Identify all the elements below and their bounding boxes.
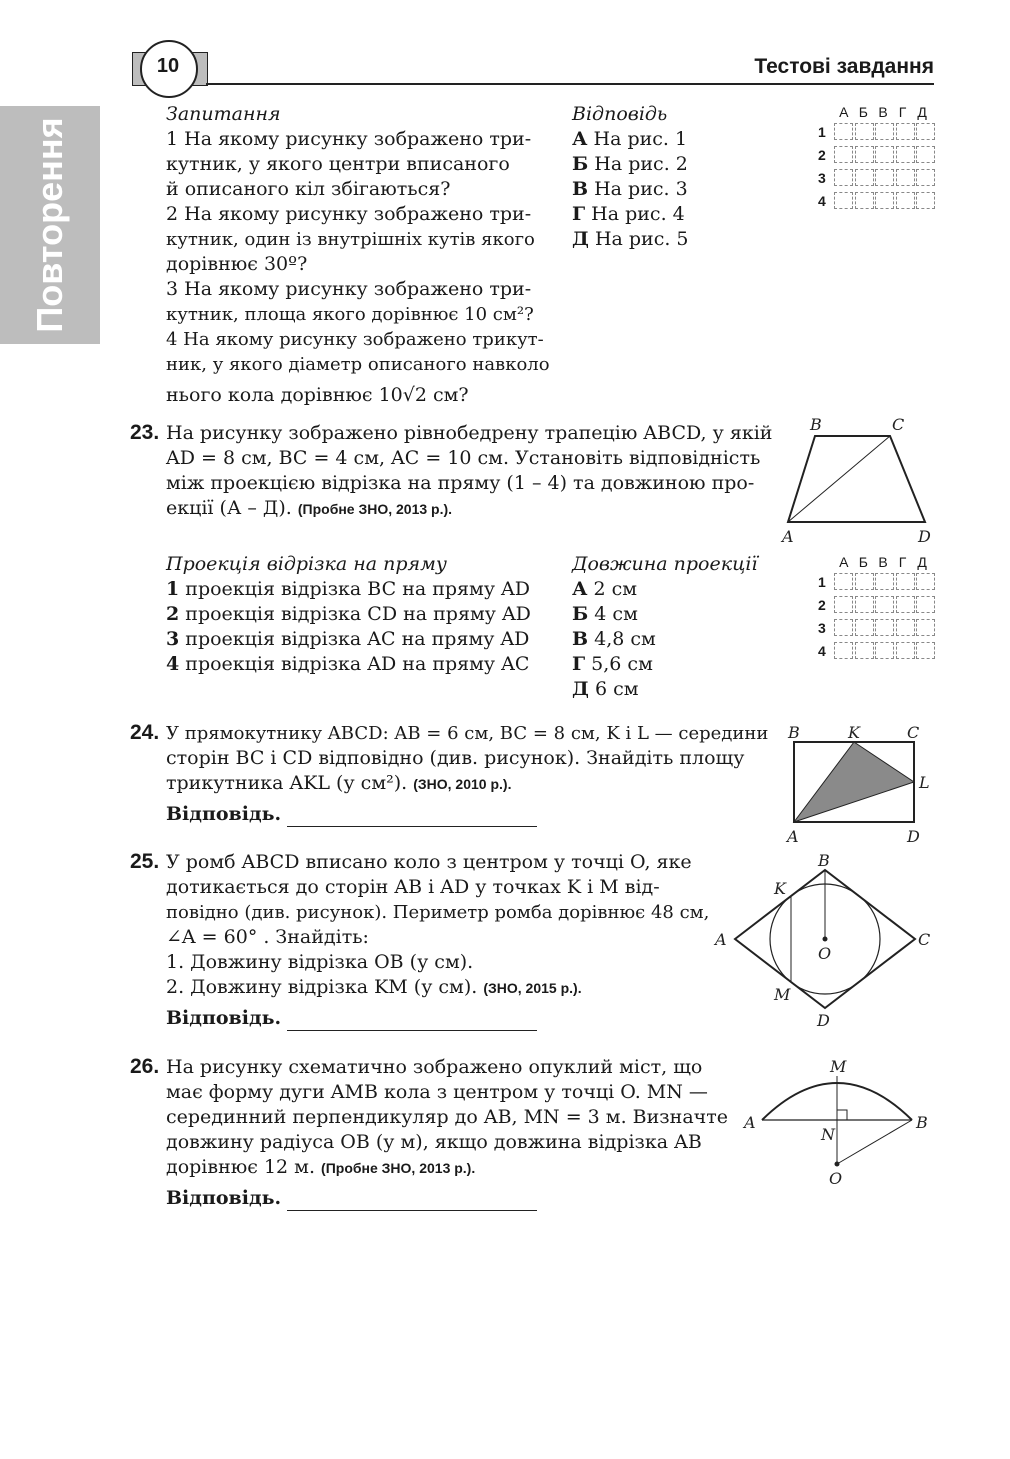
q26-line: довжину радіуса OB (у м), якщо довжина відрізка AB	[166, 1131, 702, 1153]
label-C: C	[892, 415, 905, 434]
section-title: Тестові завдання	[754, 55, 934, 78]
q25-number: 25.	[130, 850, 160, 873]
label-O: O	[829, 1169, 843, 1188]
q26-source: (Пробне ЗНО, 2013 р.).	[321, 1160, 476, 1176]
side-tab	[0, 106, 100, 344]
page-number: 10	[156, 55, 180, 77]
q22-line: 3 На якому рисунку зображено три-	[166, 278, 532, 300]
label-A: A	[787, 827, 799, 846]
answer-cell[interactable]	[896, 619, 915, 636]
label-M: M	[774, 985, 791, 1004]
q23-source: (Пробне ЗНО, 2013 р.).	[297, 501, 453, 517]
answer-cell[interactable]	[834, 642, 853, 659]
answer-cell[interactable]	[875, 169, 894, 186]
rectangle-figure	[780, 718, 940, 848]
answer-cell[interactable]	[916, 146, 935, 163]
answer-cell[interactable]	[896, 146, 915, 163]
label-M: M	[830, 1057, 847, 1076]
q23-option: Б 4 см	[572, 603, 638, 625]
q25-answer-field[interactable]	[287, 1012, 537, 1031]
q23-item: 4 проекція відрізка AD на пряму AC	[166, 653, 530, 675]
q22-answer: А На рис. 1	[572, 128, 688, 150]
q26-line: На рисунку схематично зображено опуклий міст, що	[166, 1056, 703, 1078]
rhombus-figure	[710, 848, 940, 1033]
label-K: K	[848, 723, 860, 742]
q26-line-last: дорівнює 12 м. (Пробне ЗНО, 2013 р.).	[166, 1156, 476, 1178]
q22-line: ник, у якого діаметр описаного навколо	[166, 354, 550, 375]
label-C: C	[907, 723, 920, 742]
label-B: B	[788, 723, 800, 742]
answer-cell[interactable]	[855, 146, 874, 163]
q23-number: 23.	[130, 421, 160, 444]
answer-cell[interactable]	[855, 596, 874, 613]
q26-number: 26.	[130, 1055, 160, 1078]
answer-grid-q22: А Б В Г Д 1 2 3 4	[818, 104, 937, 212]
q26-line: серединний перпендикуляр до AB, MN = 3 м. Визначте	[166, 1106, 728, 1128]
header-rule	[206, 83, 934, 85]
answer-cell[interactable]	[896, 192, 915, 209]
q24-number: 24.	[130, 721, 160, 744]
answer-cell[interactable]	[875, 573, 894, 590]
q23-option: Д 6 см	[572, 678, 639, 700]
answer-cell[interactable]	[834, 123, 853, 140]
q22-answer: Г На рис. 4	[572, 203, 685, 225]
q23-item: 2 проекція відрізка CD на пряму AD	[166, 603, 531, 625]
answer-cell[interactable]	[834, 596, 853, 613]
answer-cell[interactable]	[896, 573, 915, 590]
q26-answer-field[interactable]	[287, 1192, 537, 1211]
q23-line: На рисунку зображено рівнобедрену трапецію ABCD, у якій	[166, 422, 773, 444]
q22-answer: Б На рис. 2	[572, 153, 688, 175]
label-A: A	[715, 930, 727, 949]
label-B: B	[916, 1113, 928, 1132]
answer-cell[interactable]	[855, 642, 874, 659]
answer-cell[interactable]	[916, 642, 935, 659]
answer-cell[interactable]	[916, 573, 935, 590]
triangle-akl	[794, 742, 914, 822]
q22-line: 1 На якому рисунку зображено три-	[166, 128, 532, 150]
q22-answer: Д На рис. 5	[572, 228, 689, 250]
q22-line: 2 На якому рисунку зображено три-	[166, 203, 532, 225]
answer-cell[interactable]	[875, 619, 894, 636]
answer-cell[interactable]	[834, 146, 853, 163]
q26-line: має форму дуги AMB кола з центром у точці O. MN —	[166, 1081, 708, 1103]
q23-line-last: екції (А – Д). (Пробне ЗНО, 2013 р.).	[166, 497, 453, 519]
answer-cell[interactable]	[916, 169, 935, 186]
q25-line-last: 2. Довжину відрізка KM (у см). (ЗНО, 2015 р.).	[166, 976, 582, 998]
q22-line: й описаного кіл збігаються?	[166, 178, 451, 200]
label-K: K	[774, 879, 786, 898]
q22-answer: В На рис. 3	[572, 178, 688, 200]
label-D: D	[907, 827, 920, 846]
bridge-figure	[740, 1052, 940, 1192]
q24-answer-row: Відповідь.	[166, 802, 537, 827]
q25-line: повідно (див. рисунок). Периметр ромба дорівнює 48 см,	[166, 902, 710, 923]
q23-right-title: Довжина проекції	[572, 553, 758, 575]
q23-line: AD = 8 см, BC = 4 см, AC = 10 см. Установіть відповідність	[166, 447, 761, 469]
answer-cell[interactable]	[875, 146, 894, 163]
answer-grid-q23: А Б В Г Д 1 2 3 4	[818, 554, 937, 662]
answer-cell[interactable]	[875, 596, 894, 613]
q25-answer-row: Відповідь.	[166, 1006, 537, 1031]
label-D: D	[817, 1011, 830, 1030]
answer-cell[interactable]	[896, 169, 915, 186]
q22-line: кутник, у якого центри вписаного	[166, 153, 510, 175]
answer-cell[interactable]	[855, 619, 874, 636]
answer-cell[interactable]	[834, 619, 853, 636]
answer-cell[interactable]	[916, 619, 935, 636]
answer-cell[interactable]	[834, 169, 853, 186]
q25-source: (ЗНО, 2015 р.).	[483, 980, 582, 996]
answer-cell[interactable]	[896, 642, 915, 659]
q24-line: сторін BC і CD відповідно (див. рисунок). Знайдіть площу	[166, 747, 745, 769]
q23-option: А 2 см	[572, 578, 638, 600]
q22-line: нього кола дорівнює 10√2 см?	[166, 384, 469, 406]
label-A: A	[782, 527, 794, 546]
label-O: O	[818, 944, 832, 963]
q24-line-last: трикутника AKL (у см²). (ЗНО, 2010 р.).	[166, 772, 512, 794]
q24-answer-field[interactable]	[287, 808, 537, 827]
q22-line: 4 На якому рисунку зображено трикут-	[166, 329, 544, 350]
answer-cell[interactable]	[916, 123, 935, 140]
q25-line: 1. Довжину відрізка OB (у см).	[166, 951, 474, 973]
trapezoid-figure	[770, 410, 945, 550]
q24-line: У прямокутнику ABCD: AB = 6 см, BC = 8 см, K і L — середини	[166, 723, 769, 744]
q22-line: кутник, площа якого дорівнює 10 см²?	[166, 304, 534, 325]
q25-line: дотикається до сторін AB і AD у точках K і M від-	[166, 876, 660, 898]
q23-option: Г 5,6 см	[572, 653, 653, 675]
answer-cell[interactable]	[916, 192, 935, 209]
q22-answers-title: Відповідь	[572, 103, 668, 125]
answer-cell[interactable]	[875, 192, 894, 209]
answer-cell[interactable]	[875, 642, 894, 659]
answer-cell[interactable]	[875, 123, 894, 140]
q23-line: між проекцією відрізка на пряму (1 – 4) та довжиною про-	[166, 472, 755, 494]
answer-cell[interactable]	[834, 573, 853, 590]
answer-cell[interactable]	[855, 169, 874, 186]
q22-line: кутник, один із внутрішніх кутів якого	[166, 229, 535, 250]
q25-line: ∠A = 60° . Знайдіть:	[166, 926, 369, 948]
q23-left-title: Проекція відрізка на пряму	[166, 553, 447, 575]
q26-answer-row: Відповідь.	[166, 1186, 537, 1211]
label-A: A	[744, 1113, 756, 1132]
answer-cell[interactable]	[855, 192, 874, 209]
answer-cell[interactable]	[896, 123, 915, 140]
answer-cell[interactable]	[834, 192, 853, 209]
q23-item: 3 проекція відрізка AC на пряму AD	[166, 628, 530, 650]
q22-questions-title: Запитання	[166, 103, 281, 125]
q24-source: (ЗНО, 2010 р.).	[413, 776, 512, 792]
q25-line: У ромб ABCD вписано коло з центром у точці O, яке	[166, 851, 692, 873]
answer-cell[interactable]	[896, 596, 915, 613]
side-tab-label: Повторення	[29, 117, 70, 333]
label-D: D	[918, 527, 931, 546]
label-B: B	[818, 851, 830, 870]
label-C: C	[918, 930, 931, 949]
q23-option: В 4,8 см	[572, 628, 656, 650]
label-B: B	[810, 415, 822, 434]
answer-cell[interactable]	[916, 596, 935, 613]
label-N: N	[821, 1125, 835, 1144]
q23-item: 1 проекція відрізка BC на пряму AD	[166, 578, 530, 600]
answer-cell[interactable]	[855, 573, 874, 590]
q22-line: дорівнює 30º?	[166, 253, 308, 275]
label-L: L	[919, 773, 930, 792]
answer-cell[interactable]	[855, 123, 874, 140]
